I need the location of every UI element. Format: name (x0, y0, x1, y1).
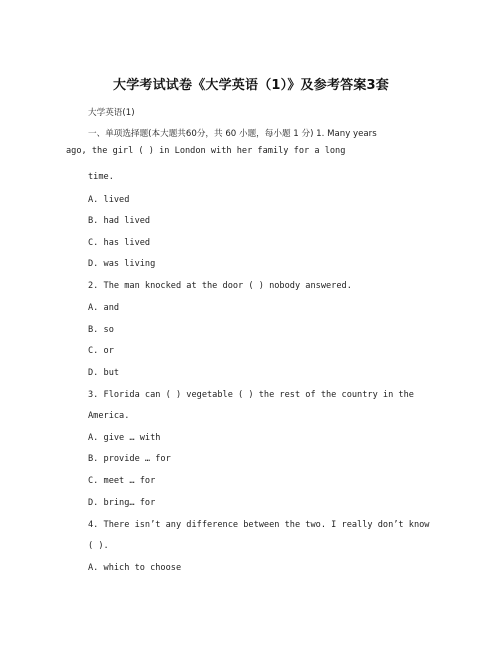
q2-stem: 2. The man knocked at the door ( ) nobody answered. (88, 281, 352, 291)
q1-stem-continued: ago, the girl ( ) in London with her family for a long (66, 146, 346, 156)
q4-stem-end: ( ). (88, 541, 109, 551)
q3-stem: 3. Florida can ( ) vegetable ( ) the rest of the country in the (88, 390, 414, 400)
q1-option-c: C. has lived (88, 238, 151, 248)
q3-stem-end: America. (88, 411, 130, 421)
q1-option-d: D. was living (88, 259, 156, 269)
q1-option-a: A. lived (88, 195, 130, 205)
q2-option-a: A. and (88, 303, 120, 313)
q1-option-b: B. had lived (88, 216, 151, 226)
q2-option-d: D. but (88, 368, 120, 378)
q3-option-c: C. meet … for (88, 476, 156, 486)
q2-option-b: B. so (88, 325, 114, 335)
q3-option-a: A. give … with (88, 433, 161, 443)
q1-stem-end: time. (88, 172, 114, 182)
course-subtitle: 大学英语(1) (88, 108, 135, 118)
q2-option-c: C. or (88, 346, 114, 356)
q3-option-b: B. provide … for (88, 454, 171, 464)
q4-stem: 4. There isn’t any difference between the two. I really don’t know (88, 520, 430, 530)
section-header: 一、单项选择题(本大题共60分，共 60 小题，每小题 1 分) 1. Many years (88, 129, 377, 139)
q3-option-d: D. bring… for (88, 498, 156, 508)
document-title: 大学考试试卷《大学英语（1）》及参考答案3套 (113, 78, 389, 93)
q4-option-a: A. which to choose (88, 563, 182, 573)
